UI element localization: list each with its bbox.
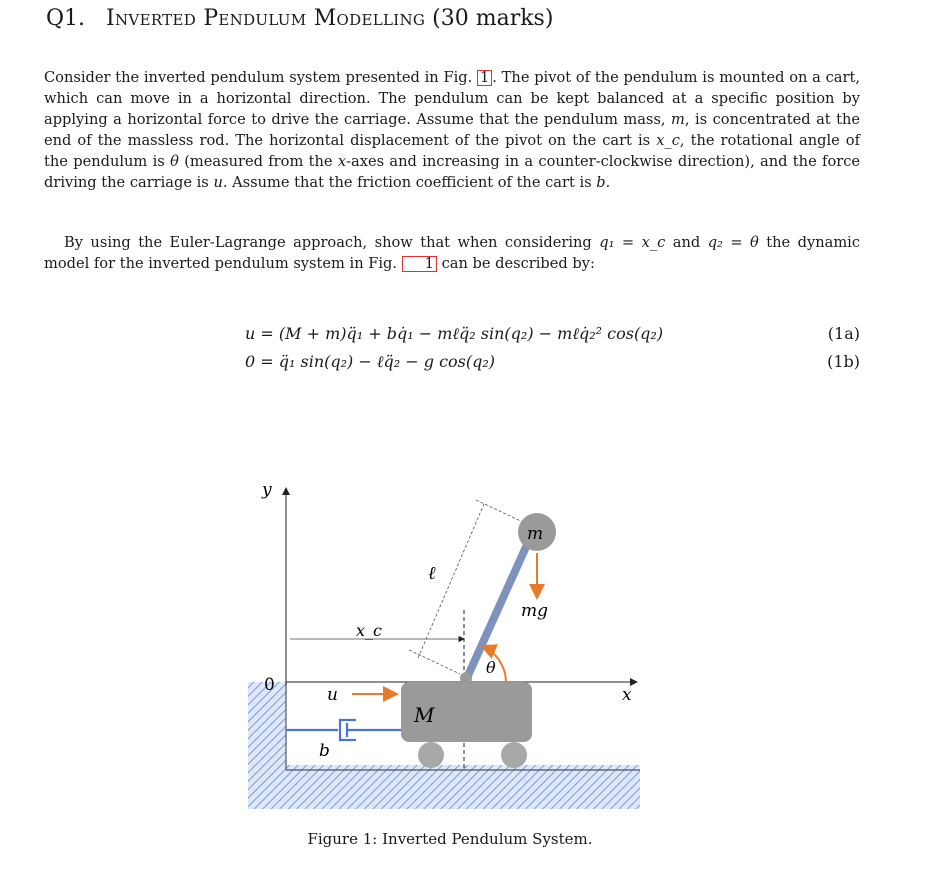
x-axis-label: x	[622, 685, 632, 705]
theta-label: θ	[486, 658, 496, 677]
damper-b-label: b	[319, 741, 330, 761]
length-ext-low	[409, 650, 460, 674]
equation-1b: 0 = q̈₁ sin(q₂) − ℓq̈₂ − g cos(q₂)	[245, 352, 496, 371]
xc-label: x_c	[356, 621, 382, 640]
damper	[286, 720, 401, 740]
equation-1a: u = (M + m)q̈₁ + bq̇₁ − mℓq̈₂ sin(q₂) − mℓq̇₂² cos(q₂)	[245, 324, 664, 343]
task-statement: By using the Euler-Lagrange approach, show that when considering q₁ = x_c and q₂ = θ the dynamic model for the inverted pendulum system in Fig. 1 can be described by:	[44, 234, 861, 272]
equation-label-1b: (1b)	[827, 352, 860, 371]
figure-caption: Figure 1: Inverted Pendulum System.	[307, 830, 593, 848]
question-number: Q1.	[46, 6, 86, 31]
wall-hatch	[248, 682, 286, 772]
cart-wheel-left	[418, 742, 444, 768]
question-title: Inverted Pendulum Modelling	[106, 6, 426, 31]
origin-label: 0	[264, 675, 275, 695]
figure-reference-link[interactable]: 1	[477, 70, 492, 86]
ground-hatch	[248, 765, 640, 809]
gravity-mg-label: mg	[521, 601, 549, 621]
pivot	[460, 672, 472, 684]
force-u-label: u	[327, 685, 338, 705]
cart-mass-label: M	[414, 703, 435, 727]
equation-label-1a: (1a)	[827, 324, 860, 343]
figure-reference-link[interactable]: 1	[402, 256, 437, 272]
length-ext-high	[476, 500, 527, 524]
inverted-pendulum-figure	[0, 460, 937, 830]
question-marks: (30 marks)	[432, 6, 554, 31]
y-axis-label: y	[262, 480, 272, 500]
question-heading	[46, 6, 553, 31]
mass-m-label: m	[527, 524, 544, 544]
cart-wheel-right	[501, 742, 527, 768]
length-l-label: ℓ	[428, 563, 436, 584]
problem-description: Consider the inverted pendulum system presented in Fig. 1 . The pivot of the pendulum is mounted on a cart, which can move in a horizontal direction. The pendulum can be kept balanced at a specific position by applying a horizontal force to drive the carriage. Assume that the pendulum mass, m, is concentrated at the end of the massless rod. The horizontal displacement of the pivot on the cart is x_c, the rotational angle of the pendulum is θ (measured from the x-axes and increasing in a counter-clockwise direction), and the force driving the carriage is u. Assume that the friction coefficient of the cart is b.	[44, 69, 861, 191]
